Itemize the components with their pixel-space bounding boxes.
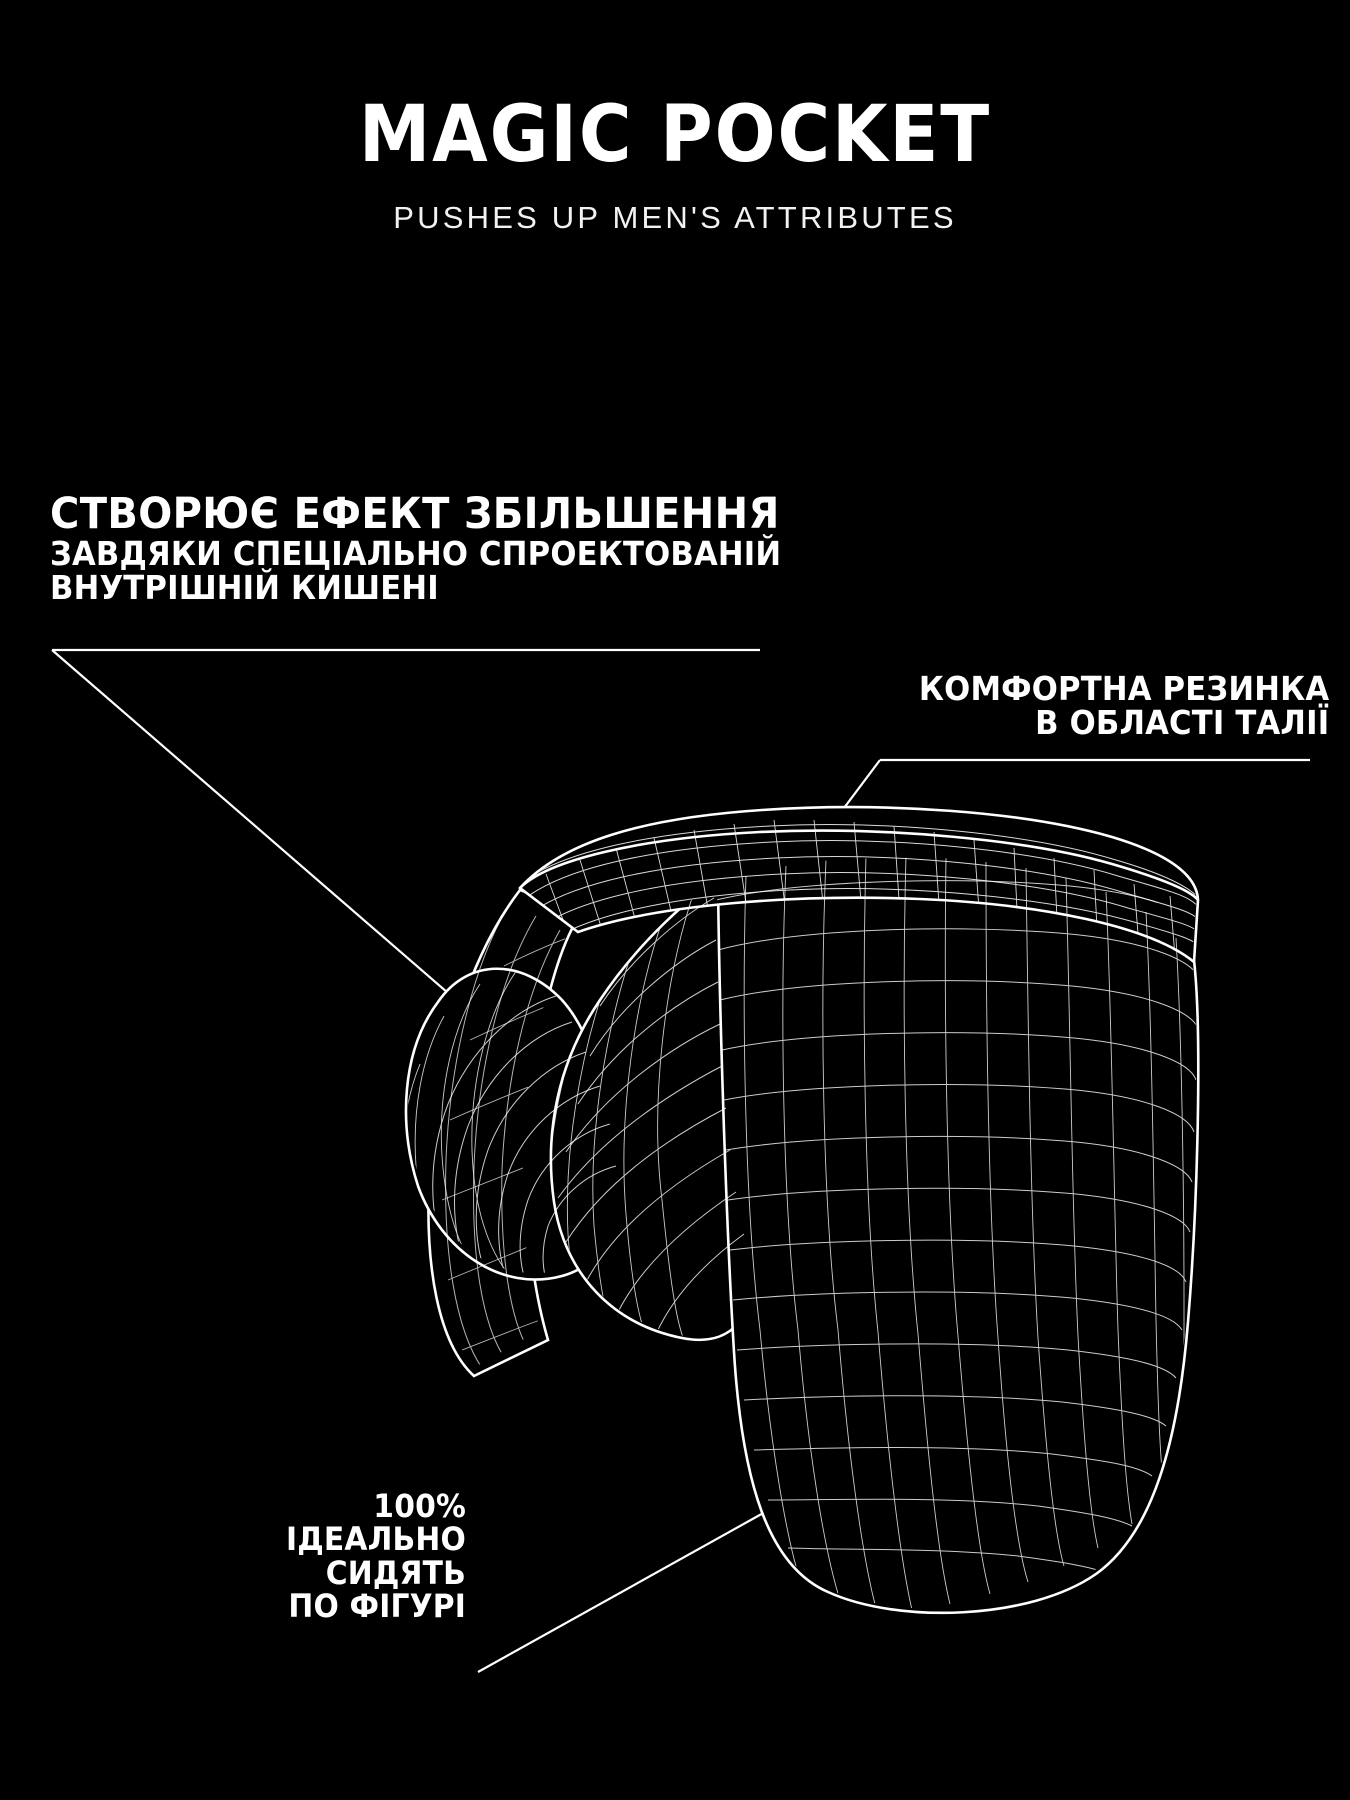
leader-lines: [52, 650, 1310, 1672]
leader-line-pocket: [52, 650, 560, 1090]
page-subtitle: PUSHES UP MEN'S ATTRIBUTES: [393, 200, 957, 235]
header: [0, 90, 1350, 236]
leader-line-waistband: [805, 760, 880, 860]
mesh-back-panel: [442, 900, 584, 1368]
callout-waistband-line2: В ОБЛАСТІ ТАЛІЇ: [1035, 703, 1330, 743]
callout-pocket-line3: ВНУТРІШНІЙ КИШЕНІ: [50, 568, 439, 608]
mesh-waistband: [520, 820, 1200, 968]
callout-fit-line4: ПО ФІГУРІ: [288, 1586, 466, 1625]
callout-waistband: [888, 669, 1330, 743]
callout-fit-line3: СИДЯТЬ: [325, 1553, 466, 1592]
callout-waistband-line1: КОМФОРТНА РЕЗИНКА: [918, 669, 1330, 708]
leader-line-fit: [478, 1448, 880, 1672]
mesh-pocket-bulge: [403, 966, 616, 1296]
callout-fit: [246, 1487, 466, 1625]
callout-pocket-line1: СТВОРЮЄ ЕФЕКТ ЗБІЛЬШЕННЯ: [50, 489, 780, 539]
callout-pocket-line2: ЗАВДЯКИ СПЕЦІАЛЬНО СПРОЕКТОВАНІЙ: [50, 533, 782, 573]
callout-fit-line1: 100%: [373, 1487, 466, 1525]
callout-magic-pocket: [50, 489, 836, 608]
mesh-main-body: [716, 856, 1198, 1610]
callout-fit-line2: ІДЕАЛЬНО: [285, 1520, 466, 1559]
page-title: MAGIC POCKET: [358, 90, 992, 180]
garment-outline: [406, 807, 1198, 1613]
mesh-pouch: [547, 892, 744, 1340]
